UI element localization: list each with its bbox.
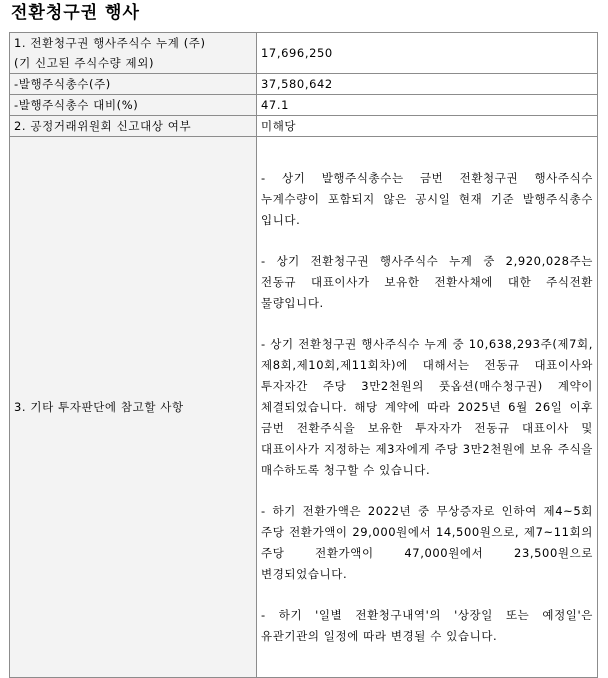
issued-shares-value: 37,580,642	[257, 74, 598, 95]
remark-paragraph: - 상기 발행주식총수는 금번 전환청구권 행사주식수 누계수량이 포함되지 않은 공시일 현재 기준 발행주식총수 입니다.	[261, 170, 593, 227]
ratio-label: -발행주식총수 대비(%)	[10, 95, 257, 116]
table-row	[10, 116, 598, 137]
cumulative-exercised-label-line2: (기 신고된 주식수량 제외)	[14, 56, 155, 70]
cumulative-exercised-label	[10, 33, 257, 74]
page-title: 전환청구권 행사	[11, 3, 140, 23]
cumulative-exercised-label-line1: 1. 전환청구권 행사주식수 누계 (주)	[14, 36, 206, 50]
table-row	[10, 137, 598, 678]
table-row	[10, 33, 598, 74]
table-row	[10, 95, 598, 116]
ftc-report-label: 2. 공정거래위원회 신고대상 여부	[10, 116, 257, 137]
ratio-value: 47.1	[257, 95, 598, 116]
remark-paragraph: - 상기 전환청구권 행사주식수 누계 중 2,920,028주는 전동규 대표이사가 보유한 전환사채에 대한 주식전환 물량입니다.	[261, 253, 593, 310]
issued-shares-label: -발행주식총수(주)	[10, 74, 257, 95]
other-matters-label: 3. 기타 투자판단에 참고할 사항	[10, 137, 257, 678]
disclosure-table	[9, 32, 598, 678]
remark-paragraph: - 상기 전환청구권 행사주식수 누계 중 10,638,293주(제7회,제8회,제10회,제11회차)에 대해서는 전동규 대표이사와 투자자간 주당 3만2천원의 풋옵션(매수청구권) 계약이 체결되었습니다. 해당 계약에 따라 2025년 6월 26일 이후 금번 전환주식을 보유한 투자자가 전동규 대표이사 및 대표이사가 지정하는 제3자에게 주당 3만2천원에 보유 주식을 매수하도록 청구할 수 있습니다.	[261, 336, 593, 477]
cumulative-exercised-value: 17,696,250	[257, 33, 598, 74]
remark-paragraph: - 하기 전환가액은 2022년 중 무상증자로 인하여 제4~5회 주당 전환가액이 29,000원에서 14,500원으로, 제7~11회의 주당 전환가액이 47,000원에서 23,500원으로 변경되었습니다.	[261, 503, 593, 581]
table-row	[10, 74, 598, 95]
remark-paragraph: - 하기 '일별 전환청구내역'의 '상장일 또는 예정일'은 유관기관의 일정에 따라 변경될 수 있습니다.	[261, 607, 593, 643]
other-matters-remarks	[257, 137, 598, 678]
ftc-report-value: 미해당	[257, 116, 598, 137]
